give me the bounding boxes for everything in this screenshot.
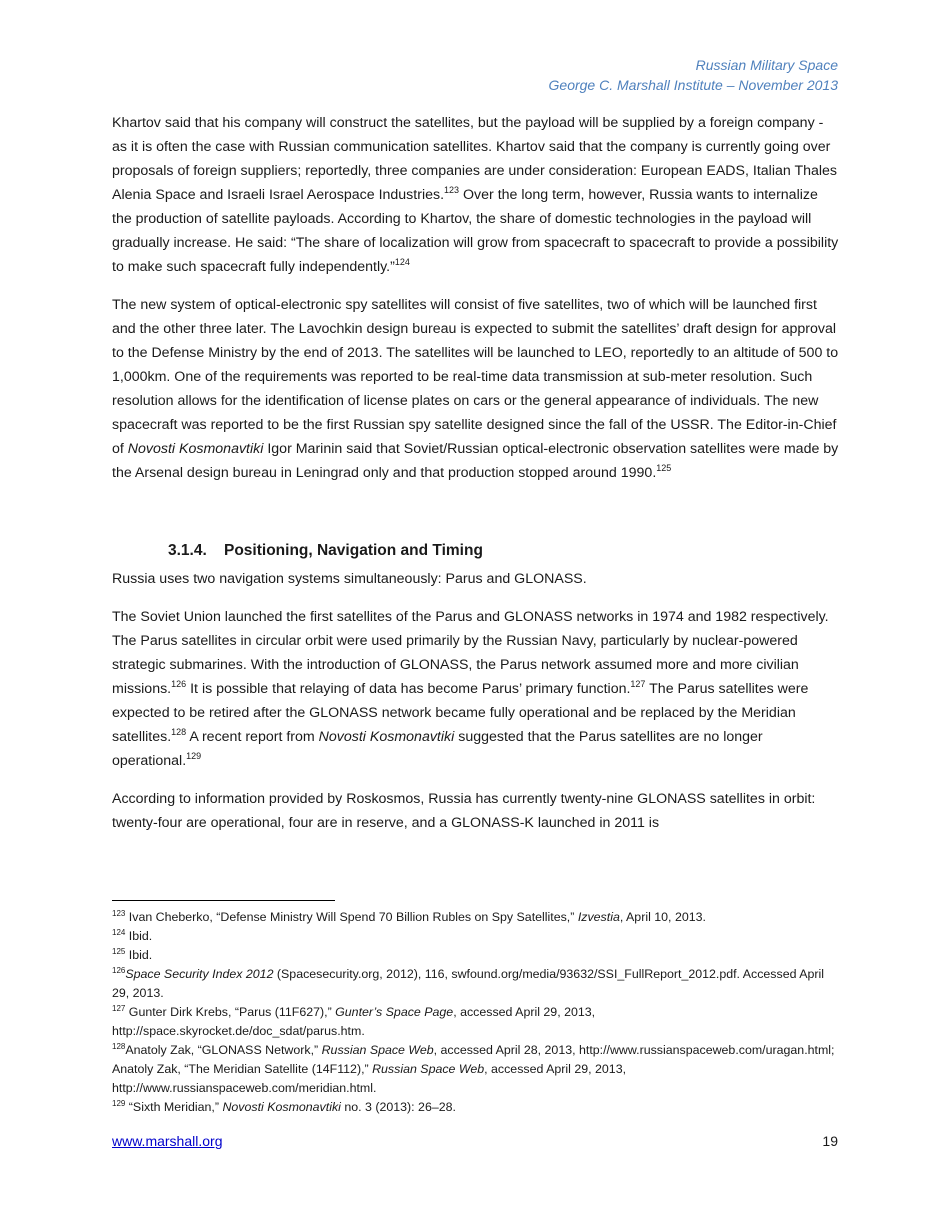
- paragraph-navigation-intro: Russia uses two navigation systems simultaneously: Parus and GLONASS.: [112, 571, 587, 587]
- footnotes: [112, 908, 839, 1117]
- footnote-126: $^{126}$Space Security Index 2012 (Spacesecurity.org, 2012), 116, swfound.org/media/93632/SSI_FullReport_2012.pdf. Accessed April 29, 2013.: [112, 966, 825, 1000]
- paragraph-khartov: Khartov said that his company will construct the satellites, but the payload will be supplied by a foreign company - as it is often the case with Russian communication satellites. Khartov said that the company is currently going over proposals of foreign suppliers; reportedly, three companies are under consideration: European EADS, Italian Thales Alenia Space and Israeli Israel Aerospace Industries.$^{123}$ Over the long term, however, Russia wants to internalize the production of satellite payloads. According to Khartov, the share of domestic technologies in the payload will gradually increase. He said: “The share of localization will grow from spacecraft to spacecraft to provide a possibility to make such spacecraft fully independently.”$^{124}$: [112, 115, 839, 275]
- footnote-ref-123[interactable]: 123: [444, 185, 460, 195]
- footnote-ref-129[interactable]: 129: [186, 751, 202, 761]
- footer-website-link[interactable]: www.marshall.org: [112, 1133, 223, 1149]
- footnote-ref-124[interactable]: 124: [394, 257, 410, 267]
- footnote-125: $^{125}$ Ibid.: [112, 947, 153, 962]
- footnote-ref-128[interactable]: 128: [171, 727, 187, 737]
- header-title: Russian Military Space: [695, 57, 838, 73]
- paragraph-roskosmos: According to information provided by Roskosmos, Russia has currently twenty-nine GLONASS satellites in orbit: twenty-four are operational, four are in reserve, and a GLONASS-K launched in 2011 is: [112, 791, 816, 831]
- section-heading: [168, 539, 839, 563]
- footnote-divider: [112, 900, 335, 901]
- footnote-ref-127[interactable]: 127: [630, 679, 646, 689]
- footnote-123: $^{123}$ Ivan Cheberko, “Defense Ministry Will Spend 70 Billion Rubles on Spy Satellites,” Izvestia, April 10, 2013.: [112, 909, 706, 924]
- paragraph-parus-glonass: The Soviet Union launched the first satellites of the Parus and GLONASS networks in 1974 and 1982 respectively. The Parus satellites in circular orbit were used primarily by the Russian Navy, particularly by nuclear-powered strategic submarines. With the introduction of GLONASS, the Parus network assumed more and more civilian missions.$^{126}$ It is possible that relaying of data has become Parus’ primary function.$^{127}$ The Parus satellites were expected to be retired after the GLONASS network became fully operational and be replaced by the Meridian satellites.$^{128}$ A recent report from Novosti Kosmonavtiki suggested that the Parus satellites are no longer operational.$^{129}$: [112, 609, 829, 769]
- section-number: 3.1.4.: [168, 542, 207, 559]
- footnote-ref-125[interactable]: 125: [656, 463, 672, 473]
- header-subtitle: George C. Marshall Institute – November 2013: [548, 77, 838, 93]
- footnote-127: $^{127}$ Gunter Dirk Krebs, “Parus (11F627),” Gunter’s Space Page, accessed April 29, 2013, http://space.skyrocket.de/doc_sdat/parus.htm.: [112, 1004, 596, 1038]
- section-title: Positioning, Navigation and Timing: [224, 542, 483, 559]
- main-content: [112, 111, 839, 849]
- paragraph-spy-satellites: The new system of optical-electronic spy satellites will consist of five satellites, two of which will be launched first and the other three later. The Lavochkin design bureau is expected to submit the satellites’ draft design for approval to the Defense Ministry by the end of 2013. The satellites will be launched to LEO, reportedly to an altitude of 500 to 1,000km. One of the requirements was reported to be real-time data transmission at sub-meter resolution. Such resolution allows for the identification of license plates on cars or the general appearance of individuals. The new spacecraft was reported to be the first Russian spy satellite designed since the fall of the USSR. The Editor-in-Chief of Novosti Kosmonavtiki Igor Marinin said that Soviet/Russian optical-electronic observation satellites were made by the Arsenal design bureau in Leningrad only and that production stopped around 1990.$^{125}$: [112, 297, 839, 481]
- footnote-ref-126[interactable]: 126: [171, 679, 187, 689]
- footnote-124: $^{124}$ Ibid.: [112, 928, 153, 943]
- running-header: [549, 55, 838, 95]
- footnote-128: $^{128}$Anatoly Zak, “GLONASS Network,” Russian Space Web, accessed April 28, 2013, http://www.russianspaceweb.com/uragan.html; Anatoly Zak, “The Meridian Satellite (14F112),” Russian Space Web, accessed April 29, 2013, http://www.russianspaceweb.com/meridian.html.: [112, 1042, 835, 1095]
- page-number: 19: [822, 1133, 838, 1149]
- footnote-129: $^{129}$ “Sixth Meridian,” Novosti Kosmonavtiki no. 3 (2013): 26–28.: [112, 1099, 456, 1114]
